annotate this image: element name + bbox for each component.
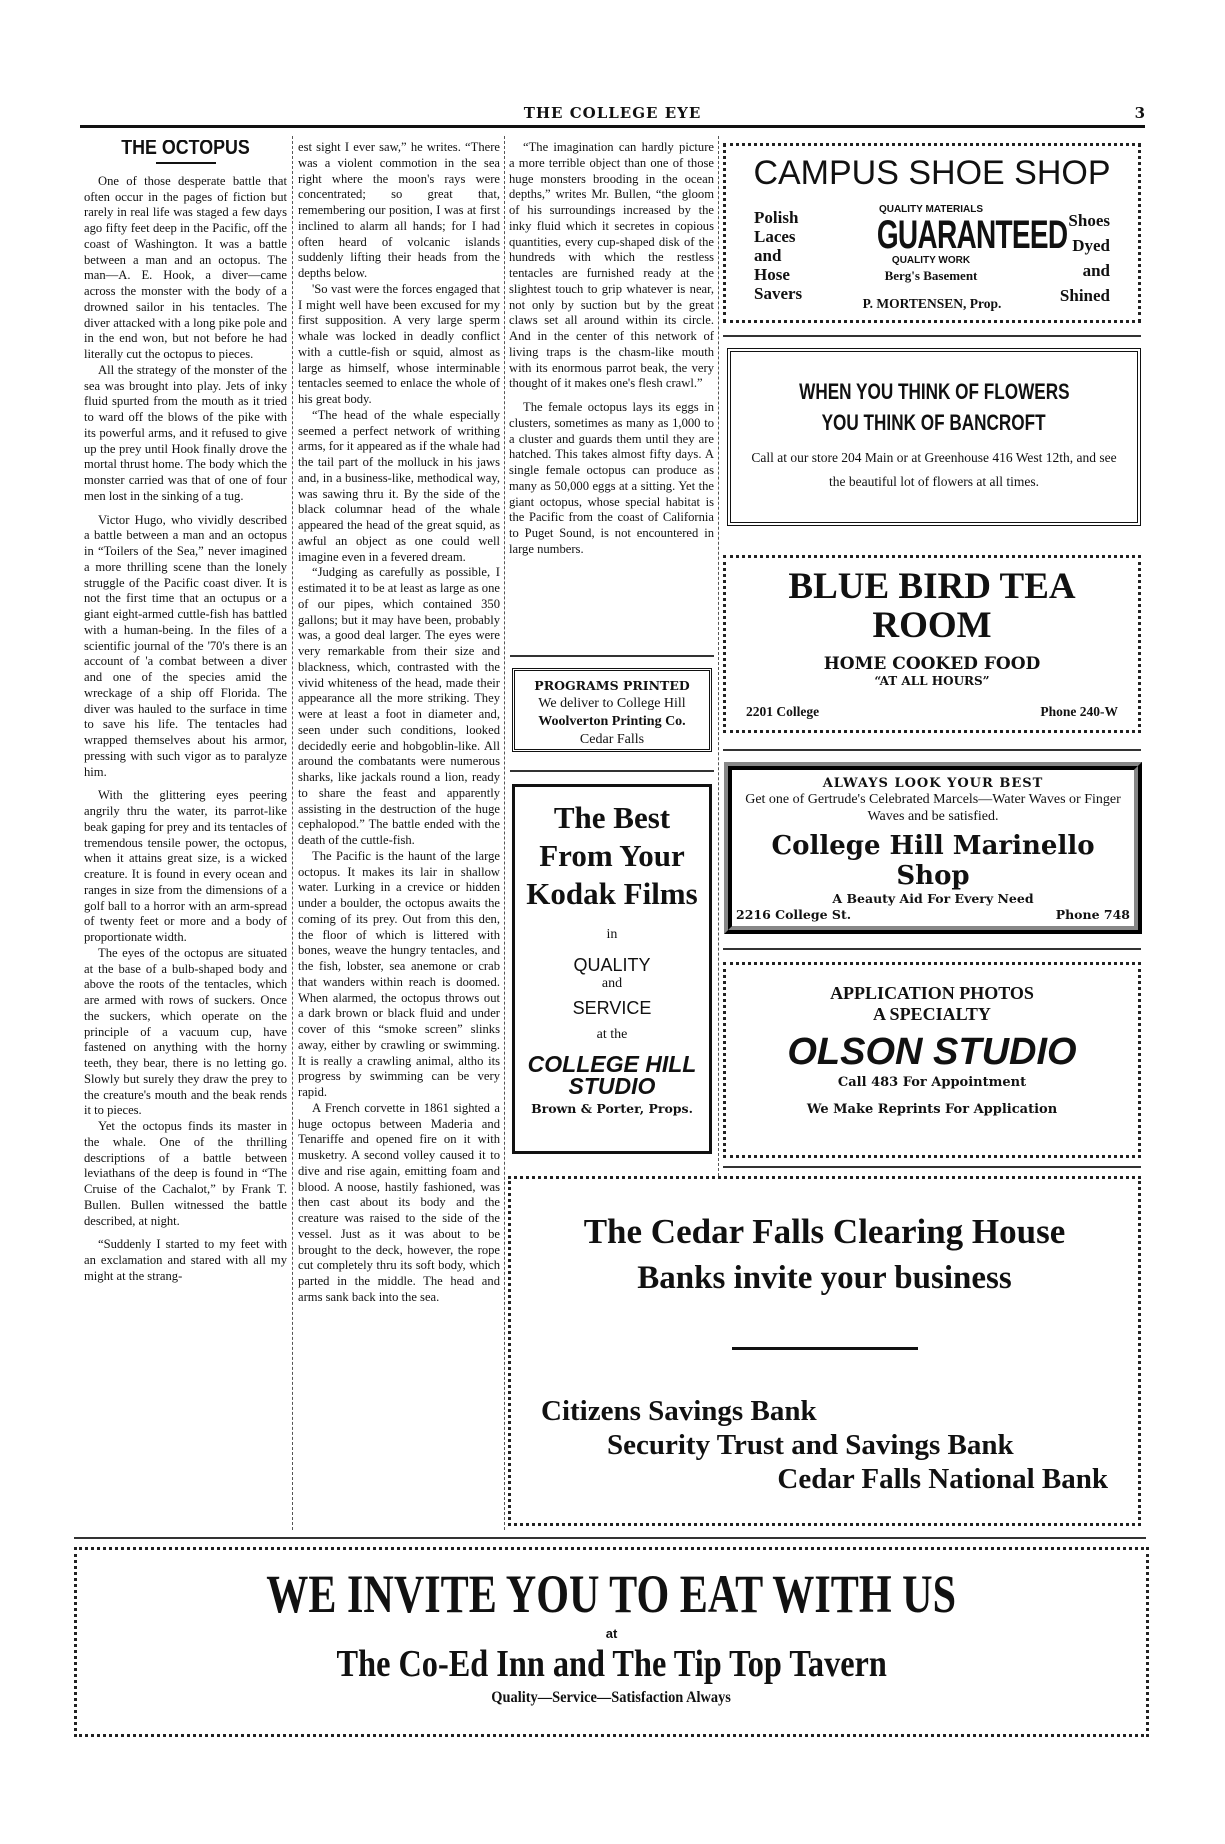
paragraph: With the glittering eyes peering angrily thru the water, its parrot-like beak gaping for prey and its tentacles of tremendous tensile power, the octopus, when it attains great size, is a wicked creature. It is found in every ocean and ranges in size from the dimensions of a golf ball to a horror with an arm-spread of twenty feet or more and a body of proportionate width. (84, 788, 287, 944)
ad-title: The Co-Ed Inn and The Tip Top Tavern (336, 1643, 887, 1685)
studio-name: COLLEGE HILL (527, 1051, 697, 1077)
paragraph: Yet the octopus finds its master in the whale. One of the thrilling descriptions of a battle between leviathans of the deep is found in “The Cruise of the Cachalot,” by Frank T. Bullen. Bullen witnessed the battle described, at night. (84, 1119, 287, 1228)
ad-text: We Make Reprints For Application (806, 1102, 1058, 1117)
paragraph: The eyes of the octopus are situated at the base of a bulb-shaped body and above the roots of the tentacles, which are armed with rows of suckers. Once the suckers, which operate on the principle of a vacuum cup, have fastened on anything with the horny teeth, they bear, there is no letting go. Slowly but surely they draw the prey to the creature's mouth and the beak rends it to pieces. (84, 945, 287, 1118)
divider (723, 948, 1141, 950)
divider (723, 749, 1141, 751)
divider (732, 1347, 918, 1350)
ad-title: ALWAYS LOOK YOUR BEST (822, 776, 1044, 791)
article-column-3 (509, 140, 714, 660)
article-column-1 (84, 140, 287, 1530)
ad-headline: The Best (553, 800, 671, 835)
ad-title: BLUE BIRD TEA (788, 566, 1076, 607)
list-item: and (1082, 261, 1110, 280)
ad-title: CAMPUS SHOE SHOP (753, 154, 1111, 192)
list-item: Shined (1059, 286, 1110, 305)
paragraph: “The head of the whale especially seemed a perfect network of writhing arms, for it appeared as if the whale had the tail part of the molluck in his jaws and, in a business-like, methodical way, was sawing thru it. By the side of the black columnar head of the whale appeared the head of the great squid, as awful an object as one could well imagine even in a fevered dream. (298, 407, 500, 564)
ad-title: PROGRAMS PRINTED (534, 678, 690, 693)
ad-text: P. MORTENSEN, Prop. (862, 296, 1002, 311)
column-divider (292, 136, 293, 1530)
list-item: Savers (754, 284, 803, 303)
paragraph: “Judging as carefully as possible, I estimated it to be at least as large as one of our pipes, which contained 350 gallons; but it may have been, probably was, a good deal larger. The eyes were very remarkable from their size and blackness, which, contrasted with the vivid whiteness of the head, made their appearance all the more striking. They were at least a foot in diameter and, seen under such conditions, looked decidedly eerie and hobgoblin-like. All around the combatants were numerous sharks, like jackals round a lion, ready to share the feast and apparently assisting in the destruction of the huge cephalopod.” The battle ended with the death of the cuttle-fish. (298, 565, 500, 847)
ad-text: QUALITY (573, 955, 651, 975)
ad-text: “AT ALL HOURS” (874, 674, 990, 688)
ad-title: WHEN YOU THINK OF FLOWERS (798, 379, 1070, 404)
paragraph: “The imagination can hardly picture a more terrible object than one of those huge monsters brooding in the ocean depths,” writes Mr. Bullen, “the gloom of his surroundings increased by the inky fluid which it secretes in copious quantities, every cup-shaped disk of the hundreds with which the restless tentacles are furnished ready at the slightest touch to grip whatever is near, not only by suction but by the great claws set all around within its circle. And in the center of this network of living traps is the chasm-like mouth with its enormous parrot beak, the very thought of it makes one's flesh crawl.” (509, 140, 714, 391)
paragraph: “Suddenly I started to my feet with an exclamation and stared with all my might at the strang- (84, 1237, 287, 1283)
column-divider (504, 136, 505, 1530)
ad-text: and (601, 976, 623, 991)
ad-headline: From Your (539, 838, 685, 873)
paragraph: The female octopus lays its eggs in clusters, sometimes as many as 1,000 to a cluster and guards them until they are hatched. This takes almost fifty days. A single female octopus can produce as many as 50,000 eggs at a sitting. Yet the giant octopus, whose special habitat is the Pacific from the coast of California to Puget Sound, is not encountered in large numbers. (509, 400, 714, 556)
bank-name: Citizens Savings Bank (541, 1395, 817, 1427)
divider (510, 770, 714, 772)
divider (510, 655, 714, 657)
list-item: Laces (754, 227, 796, 246)
ad-address: 2216 College St. (736, 907, 852, 922)
ad-text: Brown & Porter, Props. (531, 1101, 693, 1116)
bank-name: Security Trust and Savings Bank (607, 1429, 1014, 1461)
ad-text: in (606, 927, 618, 942)
ad-title: Banks invite your business (637, 1260, 1012, 1296)
left-list (754, 208, 802, 303)
paragraph: 'So vast were the forces engaged that I might well have been excused for my first supposition. A very large sperm whale was locked in deadly conflict with a cuttle-fish or squid, almost as large as himself, whose interminable tentacles seemed to enlace the whole of his great body. (298, 281, 500, 406)
ad-text: HOME COOKED FOOD (823, 654, 1041, 674)
newspaper-title: THE COLLEGE EYE (523, 104, 702, 122)
ad-text: Call 483 For Appointment (837, 1075, 1027, 1090)
ad-text: Get one of Gertrude's Celebrated Marcels—Water Waves or Finger Waves and be satisfied. (745, 792, 1121, 824)
ad-clearing-house-banks (508, 1176, 1141, 1526)
ad-text: at the (596, 1027, 628, 1042)
ad-text: APPLICATION PHOTOS (830, 983, 1034, 1003)
paragraph: All the strategy of the monster of the sea was brought into play. Jets of inky fluid spurted from the mouth as it tried to ward off the blows of the pike with its powerful arms, and it refused to give up the prey until Hook finally drove the mortal thrust home. The body which the monster carried was that of one of four men lost in the sinking of a tug. (84, 362, 287, 503)
ad-line: We deliver to College Hill (538, 696, 686, 711)
ad-title: ROOM (872, 605, 992, 646)
ad-coed-inn (74, 1547, 1149, 1737)
shop-name: College Hill Marinello Shop (771, 831, 1095, 891)
article-column-2 (298, 140, 500, 1530)
divider (723, 335, 1141, 337)
list-item: and (754, 246, 782, 265)
list-item: Dyed (1072, 236, 1110, 255)
ad-college-hill-studio (512, 784, 712, 1154)
ad-text: A SPECIALTY (873, 1004, 991, 1024)
masthead (80, 104, 1145, 124)
studio-name: OLSON STUDIO (787, 1031, 1077, 1073)
list-item: Polish (754, 208, 799, 227)
divider (74, 1537, 1146, 1539)
logo-text: QUALITY MATERIALS (878, 204, 984, 215)
ad-text: Quality—Service—Satisfaction Always (491, 1689, 732, 1706)
paragraph: est sight I ever saw,” he writes. “There was a violent commotion in the sea right where the moon's rays were concentrated; so great that, remembering our position, I was at first inclined to alarm all hands; for I had often heard of volcanic islands suddenly lifting their heads from the depths below. (298, 140, 500, 280)
list-item: Hose (754, 265, 790, 284)
ad-phone: Phone 748 (1055, 907, 1130, 922)
ad-bancroft-flowers (727, 348, 1141, 526)
article-headline: THE OCTOPUS (121, 140, 250, 159)
ad-title: WE INVITE YOU TO EAT WITH US (266, 1564, 957, 1624)
paragraph: Victor Hugo, who vividly described a battle between a man and an octopus in “Toilers of the Sea,” never imagined a more thrilling scene than the lonely struggle of the Pacific coast diver. It is not the first time that an octupus or a giant eight-armed cuttle-fish has battled with a human-being. In the files of a scientific journal of the '70's there is an account of 'a combat between a diver and one of the species amid the wreckage of a ship off Florida. The diver was hauled to the surface in time to save his life. The tentacles had wrapped themselves about his armor, pressing with such vigor as to paralyze him. (84, 512, 287, 779)
ad-phone: Phone 240-W (1040, 704, 1118, 719)
ad-text: Berg's Basement (884, 268, 978, 283)
guaranteed-logo (836, 204, 1068, 284)
ad-text: Call at our store 204 Main or at Greenhouse 416 West 12th, and see the beautiful lot of flowers at all times. (751, 450, 1117, 489)
divider (723, 1166, 1141, 1168)
headline-rule (156, 162, 216, 164)
logo-text: QUALITY WORK (891, 255, 971, 266)
ad-text: SERVICE (572, 998, 652, 1018)
list-item: Shoes (1068, 211, 1110, 230)
ad-title: The Cedar Falls Clearing House (583, 1212, 1066, 1251)
paragraph: One of those desperate battle that often occur in the pages of fiction but rarely in real life was staged a few days ago fifty feet deep in the Pacific, off the coast of Washington. It was a battle between a man and an octopus. The man—A. E. Hook, a diver—came across the monster with the body of a drowned sailor in his tentacles. The diver attacked with a long pike pole and in the end won, but not before he had literally cut the octopus to pieces. (84, 173, 287, 361)
ad-text: at (605, 1626, 618, 1641)
studio-name: STUDIO (568, 1073, 656, 1099)
right-list (1060, 208, 1110, 308)
logo-text: GUARANTEED (876, 213, 1068, 257)
ad-headline: Kodak Films (526, 876, 698, 911)
paragraph: The Pacific is the haunt of the large octopus. It makes its lair in shallow water. Lurking in a crevice or hidden under a boulder, the octopus awaits the coming of its prey. Out from this den, the floor of which is littered with bones, weave the hungry tentacles, and the fish, lobster, sea anemone or crab that wanders within reach is doomed. When alarmed, the octopus throws out a dark brown or black fluid and under cover of this “smoke screen” slinks away, either by crawling or swimming. It is really a crawling animal, altho its progress by swimming can be very rapid. (298, 848, 500, 1099)
page-number: 3 (1134, 104, 1145, 122)
bank-name: Cedar Falls National Bank (777, 1463, 1108, 1495)
ad-programs-printed (512, 668, 712, 752)
ad-company: Woolverton Printing Co. (538, 714, 686, 729)
ad-marinello-shop (724, 762, 1142, 934)
ad-address: 2201 College (746, 704, 820, 719)
ad-title: YOU THINK OF BANCROFT (821, 410, 1047, 435)
ad-text: A Beauty Aid For Every Need (832, 891, 1034, 906)
masthead-rule (80, 125, 1145, 128)
ad-olson-studio (723, 962, 1141, 1158)
ad-campus-shoe-shop (723, 143, 1141, 323)
ad-city: Cedar Falls (579, 732, 645, 747)
paragraph: A French corvette in 1861 sighted a huge octopus between Maderia and Tenariffe and opened fire on it with musketry. A second volley caused it to dive and rise again, emitting foam and blood. A noose, hastily fashioned, was then cast about its body and the creature was raised to the side of the vessel. Just as it was about to be brought to the deck, however, the rope cut completely thru its soft body, which parted in the middle. The head and arms sank back into the sea. (298, 1100, 500, 1304)
column-divider (718, 136, 719, 1176)
ad-blue-bird-tea-room (723, 555, 1141, 733)
